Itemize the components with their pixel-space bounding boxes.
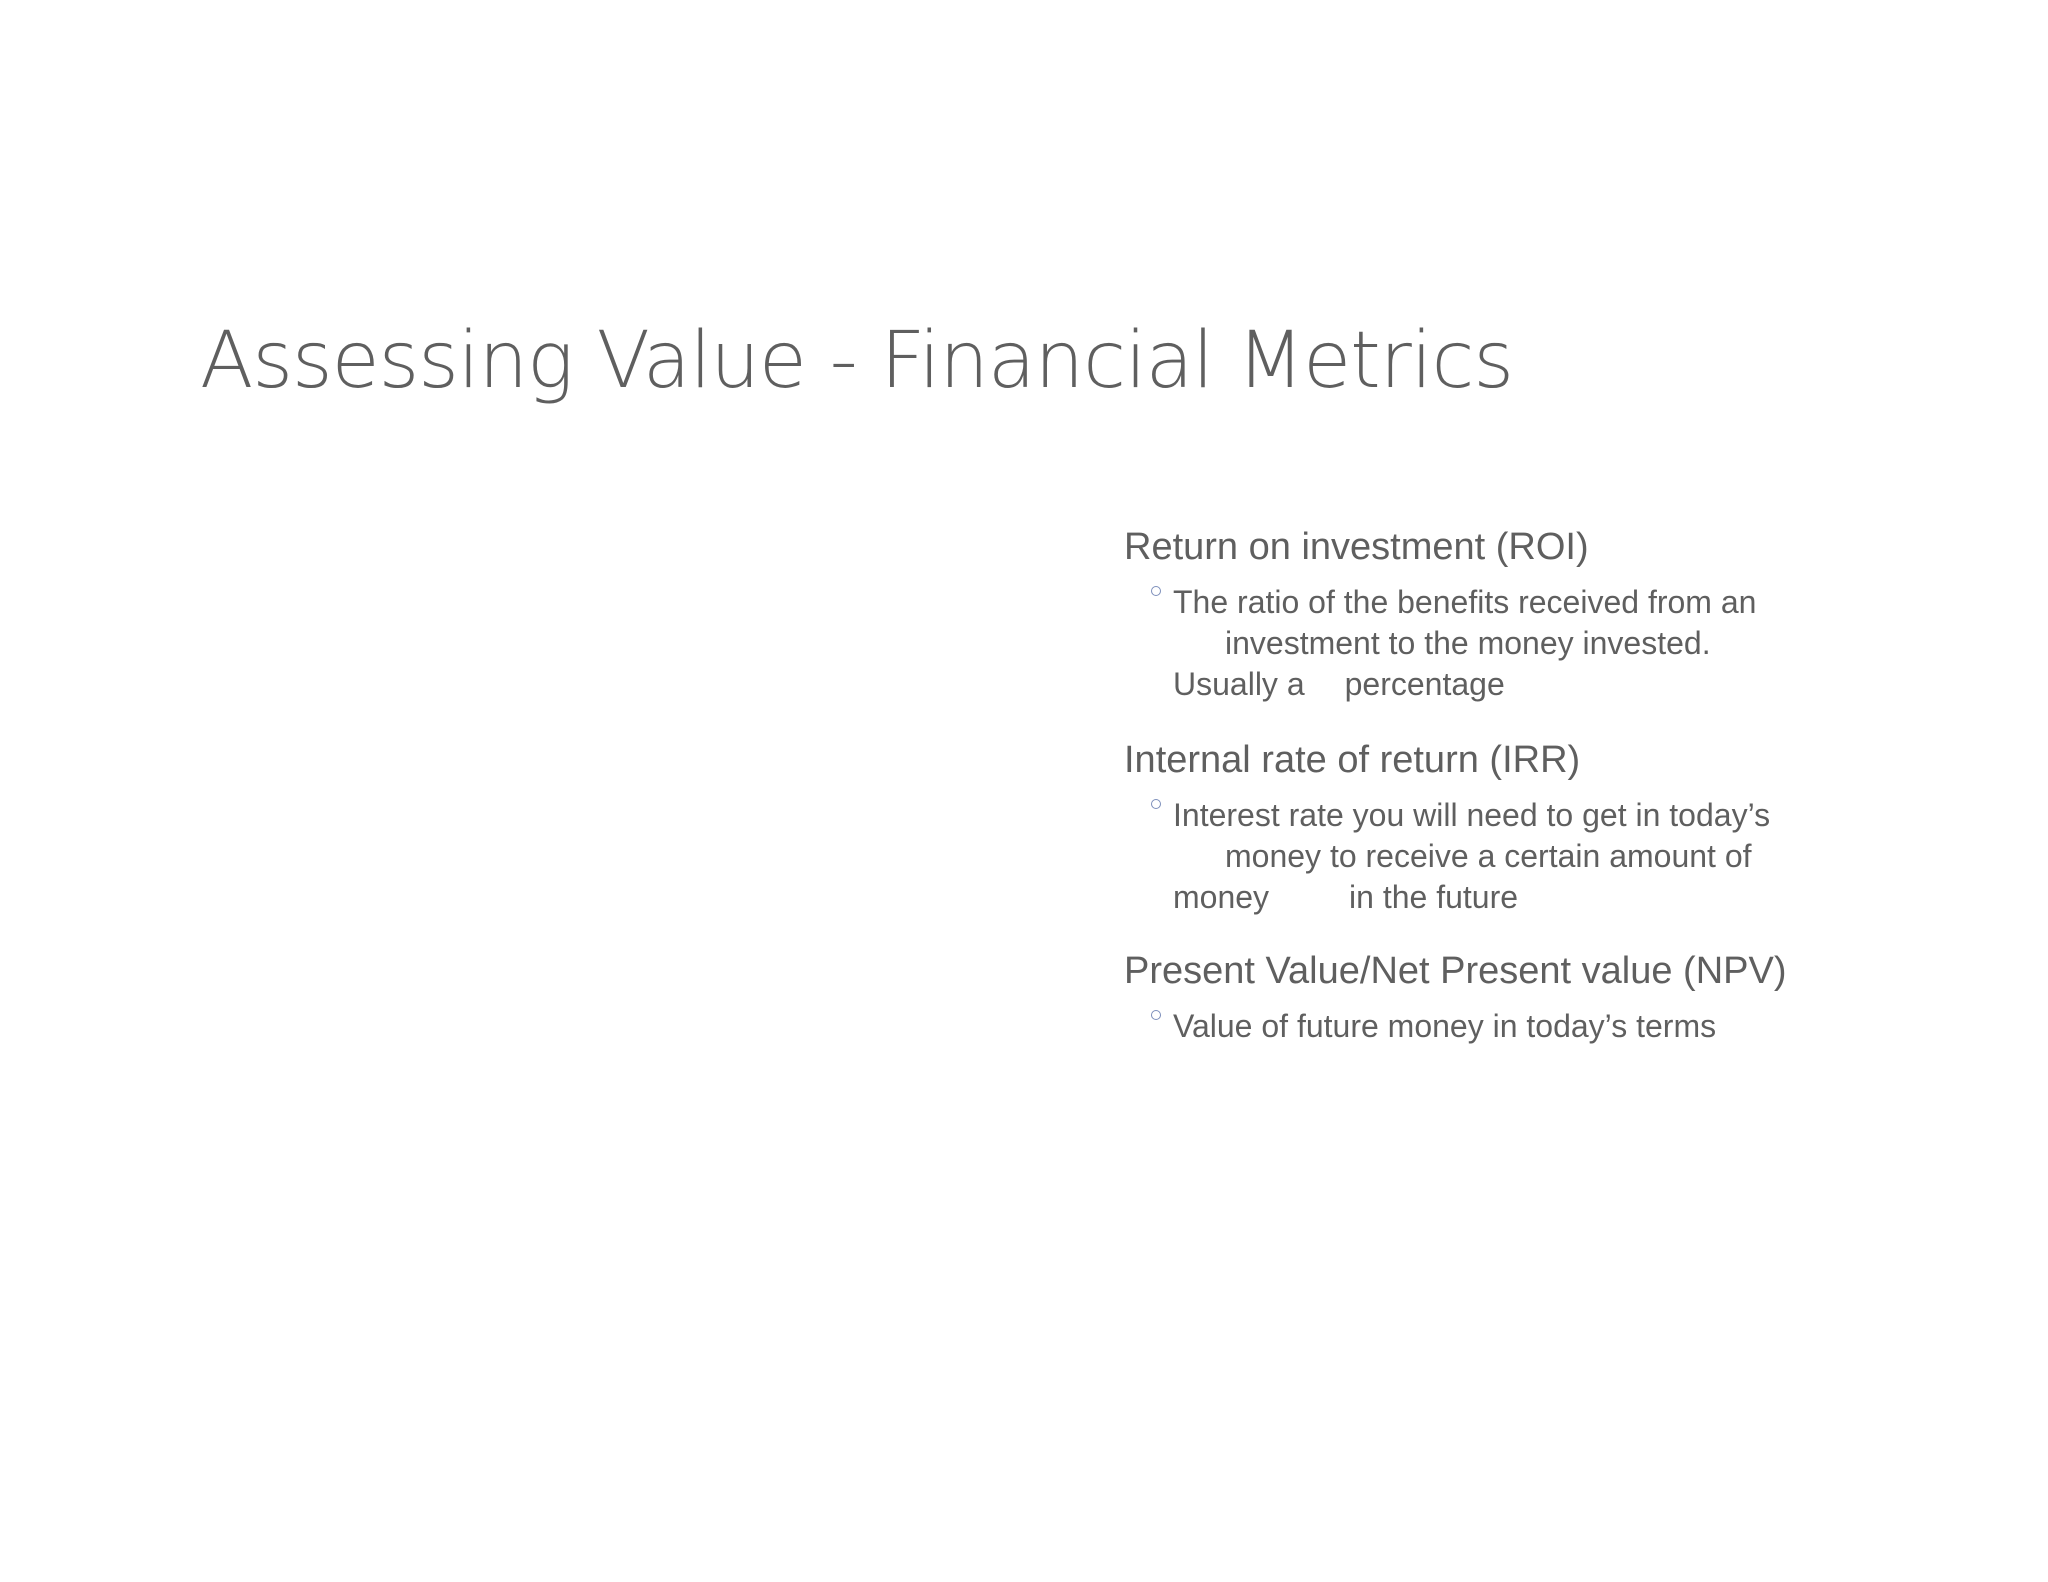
bullet-line: The ratio of the benefits received from an [1173,584,1757,620]
slide-content [1124,528,1924,1047]
bullet-line: money to receive a certain amount of [1225,838,1752,874]
section-npv [1124,952,1924,1047]
bullet-line: Value of future money in today’s terms [1173,1008,1717,1044]
bullet-item [1124,1006,1924,1047]
bullet-item [1124,582,1924,705]
bullet-line: Usually a [1173,666,1305,702]
section-heading: Present Value/Net Present value (NPV) [1124,950,1787,992]
hollow-circle-bullet-icon [1151,1010,1161,1020]
bullet-line: percentage [1344,666,1505,702]
bullet-item [1124,795,1924,918]
bullet-line: money [1173,879,1270,915]
hollow-circle-bullet-icon [1151,799,1161,809]
bullet-line-composite [1173,664,1924,705]
section-roi [1124,528,1924,705]
bullet-line: in the future [1349,879,1519,915]
bullet-line: Interest rate you will need to get in today’s [1173,797,1771,833]
slide-title: Assessing Value - Financial Metrics [200,316,1514,406]
section-heading: Return on investment (ROI) [1124,526,1589,568]
section-heading: Internal rate of return (IRR) [1124,739,1581,781]
bullet-line-composite [1173,877,1924,918]
hollow-circle-bullet-icon [1151,586,1161,596]
section-irr [1124,741,1924,918]
bullet-line: investment to the money invested. [1225,625,1711,661]
